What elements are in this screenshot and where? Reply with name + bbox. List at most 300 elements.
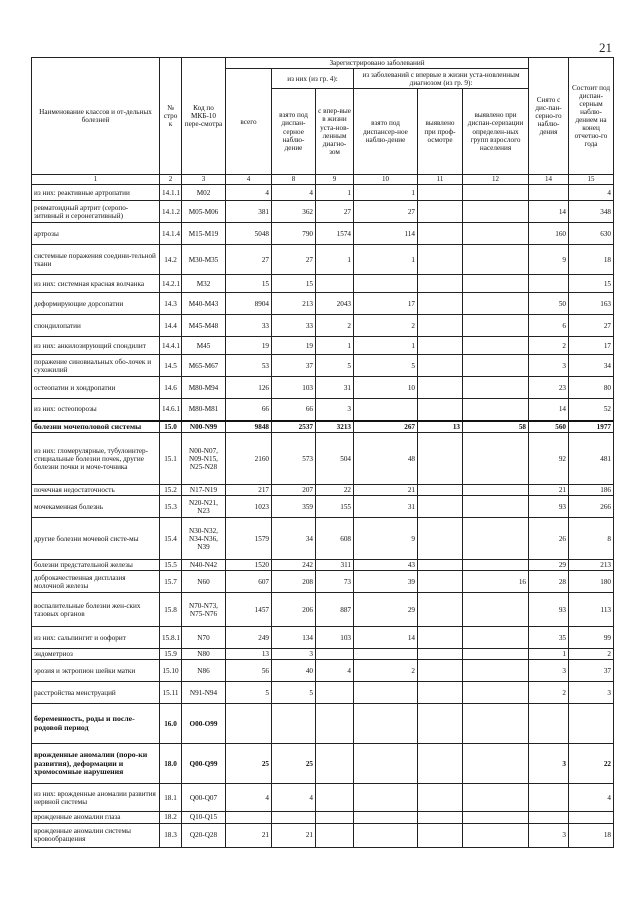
table-row <box>32 275 614 293</box>
first-life-cell <box>316 275 354 293</box>
disease-name-cell: другие болезни мочевой систе-мы <box>32 518 160 560</box>
row-number-cell: 15.5 <box>160 560 182 571</box>
header-of-them: из них (из гр. 4): <box>272 69 354 89</box>
first-disp-cell <box>354 812 418 823</box>
taken-disp-cell: 27 <box>272 245 316 275</box>
icd-code-cell: M05-M06 <box>182 201 226 223</box>
end-year-cell: 18 <box>569 245 614 275</box>
disease-name-cell: почечная недостаточность <box>32 485 160 496</box>
row-number-cell: 14.6.1 <box>160 399 182 421</box>
col-number: 2 <box>160 175 182 185</box>
end-year-cell: 27 <box>569 315 614 337</box>
icd-code-cell: N80 <box>182 649 226 660</box>
taken-disp-cell: 362 <box>272 201 316 223</box>
end-year-cell: 22 <box>569 744 614 784</box>
prof-exam-cell <box>418 823 463 847</box>
row-number-cell: 16.0 <box>160 704 182 744</box>
disp-adult-cell: 16 <box>463 571 529 593</box>
total-cell: 66 <box>226 399 272 421</box>
icd-code-cell: N91-N94 <box>182 682 226 704</box>
first-life-cell: 155 <box>316 496 354 518</box>
table-row <box>32 627 614 649</box>
disp-adult-cell <box>463 201 529 223</box>
table-row <box>32 201 614 223</box>
first-life-cell: 1 <box>316 337 354 355</box>
total-cell: 1023 <box>226 496 272 518</box>
header-taken-disp: взято под диспан-серное наблю-дение <box>272 89 316 175</box>
table-row <box>32 571 614 593</box>
prof-exam-cell <box>418 649 463 660</box>
taken-disp-cell <box>272 704 316 744</box>
first-disp-cell: 43 <box>354 560 418 571</box>
removed-cell <box>529 275 569 293</box>
first-life-cell <box>316 812 354 823</box>
disease-name-cell: эрозия и эктропион шейки матки <box>32 660 160 682</box>
disp-adult-cell <box>463 315 529 337</box>
disease-name-cell: врожденные аномалии глаза <box>32 812 160 823</box>
taken-disp-cell <box>272 812 316 823</box>
disp-adult-cell <box>463 682 529 704</box>
first-life-cell: 73 <box>316 571 354 593</box>
taken-disp-cell: 207 <box>272 485 316 496</box>
removed-cell: 23 <box>529 377 569 399</box>
disp-adult-cell <box>463 823 529 847</box>
header-total: всего <box>226 69 272 175</box>
first-life-cell: 2043 <box>316 293 354 315</box>
taken-disp-cell: 573 <box>272 433 316 485</box>
first-disp-cell: 10 <box>354 377 418 399</box>
taken-disp-cell: 3 <box>272 649 316 660</box>
total-cell: 25 <box>226 744 272 784</box>
row-number-cell: 18.3 <box>160 823 182 847</box>
prof-exam-cell <box>418 744 463 784</box>
total-cell <box>226 704 272 744</box>
table-row <box>32 682 614 704</box>
disease-name-cell: из них: анкилозирующий спондилит <box>32 337 160 355</box>
row-number-cell: 15.3 <box>160 496 182 518</box>
first-disp-cell: 21 <box>354 485 418 496</box>
table-row <box>32 337 614 355</box>
icd-code-cell: M45-M48 <box>182 315 226 337</box>
first-disp-cell: 48 <box>354 433 418 485</box>
end-year-cell: 186 <box>569 485 614 496</box>
disease-name-cell: системные поражения соедини-тельной ткани <box>32 245 160 275</box>
icd-code-cell: M80-M81 <box>182 399 226 421</box>
row-number-cell: 14.2 <box>160 245 182 275</box>
prof-exam-cell <box>418 185 463 201</box>
taken-disp-cell: 33 <box>272 315 316 337</box>
disp-adult-cell <box>463 185 529 201</box>
taken-disp-cell: 359 <box>272 496 316 518</box>
table-row <box>32 355 614 377</box>
taken-disp-cell: 208 <box>272 571 316 593</box>
table-row <box>32 421 614 433</box>
taken-disp-cell: 134 <box>272 627 316 649</box>
prof-exam-cell: 13 <box>418 421 463 433</box>
disease-name-cell: врожденные аномалии системы кровообращения <box>32 823 160 847</box>
disease-name-cell: врожденные аномалии (поро-ки развития), деформации и хромосомные нарушения <box>32 744 160 784</box>
disp-adult-cell <box>463 649 529 660</box>
icd-code-cell: M30-M35 <box>182 245 226 275</box>
icd-code-cell: M15-M19 <box>182 223 226 245</box>
removed-cell: 3 <box>529 744 569 784</box>
row-number-cell: 15.8.1 <box>160 627 182 649</box>
first-life-cell: 31 <box>316 377 354 399</box>
icd-code-cell: N60 <box>182 571 226 593</box>
row-number-cell: 14.1.2 <box>160 201 182 223</box>
header-end-year: Состоит под диспан-серным наблю-дением на конец отчетно-го года <box>569 58 614 175</box>
first-disp-cell: 1 <box>354 185 418 201</box>
header-removed: Снято с дис-пан-серно-го наблю-дения <box>529 58 569 175</box>
row-number-cell: 18.0 <box>160 744 182 784</box>
morbidity-table <box>31 57 614 848</box>
end-year-cell: 113 <box>569 593 614 627</box>
end-year-cell: 4 <box>569 784 614 812</box>
total-cell <box>226 812 272 823</box>
header-row-no: № стро к <box>160 58 182 175</box>
row-number-cell: 14.4.1 <box>160 337 182 355</box>
table-row <box>32 593 614 627</box>
disp-adult-cell <box>463 593 529 627</box>
col-number: 14 <box>529 175 569 185</box>
disp-adult-cell <box>463 245 529 275</box>
first-life-cell <box>316 682 354 704</box>
row-number-cell: 14.2.1 <box>160 275 182 293</box>
removed-cell: 3 <box>529 660 569 682</box>
prof-exam-cell <box>418 593 463 627</box>
disease-name-cell: мочекаменная болезнь <box>32 496 160 518</box>
end-year-cell: 348 <box>569 201 614 223</box>
total-cell: 1520 <box>226 560 272 571</box>
row-number-cell: 14.1.1 <box>160 185 182 201</box>
removed-cell <box>529 812 569 823</box>
table-row <box>32 518 614 560</box>
removed-cell: 35 <box>529 627 569 649</box>
first-disp-cell: 1 <box>354 337 418 355</box>
icd-code-cell: Q00-Q99 <box>182 744 226 784</box>
removed-cell: 160 <box>529 223 569 245</box>
disease-name-cell: из них: остеопорозы <box>32 399 160 421</box>
taken-disp-cell: 5 <box>272 682 316 704</box>
taken-disp-cell: 37 <box>272 355 316 377</box>
removed-cell: 50 <box>529 293 569 315</box>
total-cell: 4 <box>226 185 272 201</box>
total-cell: 1457 <box>226 593 272 627</box>
disp-adult-cell <box>463 399 529 421</box>
icd-code-cell: N86 <box>182 660 226 682</box>
first-life-cell: 4 <box>316 660 354 682</box>
end-year-cell: 163 <box>569 293 614 315</box>
disp-adult-cell <box>463 223 529 245</box>
total-cell: 2160 <box>226 433 272 485</box>
table-row <box>32 784 614 812</box>
end-year-cell: 481 <box>569 433 614 485</box>
first-life-cell: 504 <box>316 433 354 485</box>
first-life-cell: 27 <box>316 201 354 223</box>
disease-name-cell: из них: гломерулярные, тубулоинтер-стициальные болезни почек, другие болезни почки и моче-точника <box>32 433 160 485</box>
disease-name-cell: эндометриоз <box>32 649 160 660</box>
row-number-cell: 18.2 <box>160 812 182 823</box>
header-taken-disp2: взято под диспансер-ное наблю-дение <box>354 89 418 175</box>
first-disp-cell: 14 <box>354 627 418 649</box>
total-cell: 21 <box>226 823 272 847</box>
disp-adult-cell <box>463 496 529 518</box>
table-row <box>32 744 614 784</box>
taken-disp-cell: 66 <box>272 399 316 421</box>
total-cell: 5048 <box>226 223 272 245</box>
disease-name-cell: артрозы <box>32 223 160 245</box>
first-disp-cell <box>354 399 418 421</box>
end-year-cell: 37 <box>569 660 614 682</box>
icd-code-cell: O00-O99 <box>182 704 226 744</box>
col-number: 9 <box>316 175 354 185</box>
row-number-cell: 15.1 <box>160 433 182 485</box>
col-number: 4 <box>226 175 272 185</box>
table-row <box>32 485 614 496</box>
end-year-cell: 99 <box>569 627 614 649</box>
icd-code-cell: N00-N07, N09-N15, N25-N28 <box>182 433 226 485</box>
table-row <box>32 823 614 847</box>
disease-name-cell: остеопатии и хондропатии <box>32 377 160 399</box>
icd-code-cell: M65-M67 <box>182 355 226 377</box>
prof-exam-cell <box>418 704 463 744</box>
taken-disp-cell: 21 <box>272 823 316 847</box>
first-life-cell <box>316 704 354 744</box>
col-number: 1 <box>32 175 160 185</box>
icd-code-cell: N70-N73, N75-N76 <box>182 593 226 627</box>
removed-cell: 2 <box>529 682 569 704</box>
end-year-cell: 180 <box>569 571 614 593</box>
row-number-cell: 15.11 <box>160 682 182 704</box>
disp-adult-cell <box>463 560 529 571</box>
disp-adult-cell <box>463 275 529 293</box>
total-cell: 217 <box>226 485 272 496</box>
removed-cell: 1 <box>529 649 569 660</box>
icd-code-cell: N40-N42 <box>182 560 226 571</box>
page-number: 21 <box>599 40 612 55</box>
end-year-cell: 213 <box>569 560 614 571</box>
disp-adult-cell <box>463 704 529 744</box>
row-number-cell: 14.5 <box>160 355 182 377</box>
table-row <box>32 245 614 275</box>
prof-exam-cell <box>418 496 463 518</box>
total-cell: 5 <box>226 682 272 704</box>
prof-exam-cell <box>418 399 463 421</box>
table-row <box>32 185 614 201</box>
header-first-sub: из заболеваний с впервые в жизни уста-новленным диагнозом (из гр. 9): <box>354 69 529 89</box>
end-year-cell: 80 <box>569 377 614 399</box>
first-life-cell: 608 <box>316 518 354 560</box>
end-year-cell: 3 <box>569 682 614 704</box>
taken-disp-cell: 213 <box>272 293 316 315</box>
disp-adult-cell <box>463 784 529 812</box>
disease-name-cell: болезни мочеполовой системы <box>32 421 160 433</box>
first-disp-cell: 5 <box>354 355 418 377</box>
table-row <box>32 496 614 518</box>
col-number: 3 <box>182 175 226 185</box>
first-disp-cell <box>354 823 418 847</box>
icd-code-cell: N20-N21, N23 <box>182 496 226 518</box>
taken-disp-cell: 4 <box>272 784 316 812</box>
prof-exam-cell <box>418 660 463 682</box>
disp-adult-cell <box>463 377 529 399</box>
row-number-cell: 15.10 <box>160 660 182 682</box>
end-year-cell: 34 <box>569 355 614 377</box>
table-row <box>32 812 614 823</box>
icd-code-cell: M40-M43 <box>182 293 226 315</box>
prof-exam-cell <box>418 485 463 496</box>
icd-code-cell: Q20-Q28 <box>182 823 226 847</box>
table-row <box>32 377 614 399</box>
total-cell: 8904 <box>226 293 272 315</box>
column-numbers-row <box>32 175 614 185</box>
disease-name-cell: деформирующие дорсопатии <box>32 293 160 315</box>
first-disp-cell: 1 <box>354 245 418 275</box>
first-disp-cell <box>354 275 418 293</box>
first-disp-cell: 2 <box>354 660 418 682</box>
header-icd: Код по МКБ-10 пере-смотра <box>182 58 226 175</box>
prof-exam-cell <box>418 433 463 485</box>
total-cell: 27 <box>226 245 272 275</box>
table-row <box>32 704 614 744</box>
removed-cell: 93 <box>529 496 569 518</box>
first-life-cell <box>316 744 354 784</box>
removed-cell: 560 <box>529 421 569 433</box>
icd-code-cell: N70 <box>182 627 226 649</box>
prof-exam-cell <box>418 245 463 275</box>
removed-cell: 28 <box>529 571 569 593</box>
icd-code-cell: M02 <box>182 185 226 201</box>
row-number-cell: 15.8 <box>160 593 182 627</box>
row-number-cell: 14.4 <box>160 315 182 337</box>
removed-cell <box>529 704 569 744</box>
removed-cell: 92 <box>529 433 569 485</box>
disp-adult-cell <box>463 355 529 377</box>
prof-exam-cell <box>418 560 463 571</box>
first-disp-cell <box>354 784 418 812</box>
end-year-cell <box>569 704 614 744</box>
removed-cell: 9 <box>529 245 569 275</box>
taken-disp-cell: 206 <box>272 593 316 627</box>
first-disp-cell: 267 <box>354 421 418 433</box>
taken-disp-cell: 242 <box>272 560 316 571</box>
table-row <box>32 399 614 421</box>
table-row <box>32 660 614 682</box>
taken-disp-cell: 40 <box>272 660 316 682</box>
disease-name-cell: беременность, роды и после-родовой период <box>32 704 160 744</box>
first-life-cell <box>316 649 354 660</box>
disp-adult-cell <box>463 627 529 649</box>
disp-adult-cell: 58 <box>463 421 529 433</box>
removed-cell: 14 <box>529 201 569 223</box>
removed-cell: 3 <box>529 823 569 847</box>
first-life-cell: 103 <box>316 627 354 649</box>
removed-cell: 6 <box>529 315 569 337</box>
end-year-cell <box>569 812 614 823</box>
total-cell: 249 <box>226 627 272 649</box>
col-number: 15 <box>569 175 614 185</box>
first-disp-cell: 2 <box>354 315 418 337</box>
icd-code-cell: Q00-Q07 <box>182 784 226 812</box>
icd-code-cell: M32 <box>182 275 226 293</box>
first-life-cell: 3213 <box>316 421 354 433</box>
first-disp-cell <box>354 744 418 784</box>
first-disp-cell: 114 <box>354 223 418 245</box>
total-cell: 15 <box>226 275 272 293</box>
icd-code-cell: N00-N99 <box>182 421 226 433</box>
prof-exam-cell <box>418 784 463 812</box>
first-disp-cell <box>354 682 418 704</box>
total-cell: 4 <box>226 784 272 812</box>
first-life-cell: 5 <box>316 355 354 377</box>
first-disp-cell: 27 <box>354 201 418 223</box>
end-year-cell: 15 <box>569 275 614 293</box>
disp-adult-cell <box>463 485 529 496</box>
removed-cell <box>529 185 569 201</box>
end-year-cell: 8 <box>569 518 614 560</box>
first-life-cell: 887 <box>316 593 354 627</box>
table-header <box>32 58 614 185</box>
removed-cell: 93 <box>529 593 569 627</box>
taken-disp-cell: 19 <box>272 337 316 355</box>
first-life-cell: 22 <box>316 485 354 496</box>
end-year-cell: 52 <box>569 399 614 421</box>
taken-disp-cell: 103 <box>272 377 316 399</box>
end-year-cell: 4 <box>569 185 614 201</box>
disease-name-cell: доброкачественная дисплазия молочной железы <box>32 571 160 593</box>
prof-exam-cell <box>418 337 463 355</box>
first-life-cell: 1 <box>316 185 354 201</box>
first-life-cell: 2 <box>316 315 354 337</box>
prof-exam-cell <box>418 293 463 315</box>
removed-cell: 26 <box>529 518 569 560</box>
disp-adult-cell <box>463 337 529 355</box>
disease-name-cell: из них: сальпингит и оофорит <box>32 627 160 649</box>
row-number-cell: 15.0 <box>160 421 182 433</box>
removed-cell: 29 <box>529 560 569 571</box>
disease-name-cell: расстройства менструаций <box>32 682 160 704</box>
disease-name-cell: из них: врожденные аномалии развития нервной системы <box>32 784 160 812</box>
first-life-cell: 311 <box>316 560 354 571</box>
col-number: 12 <box>463 175 529 185</box>
removed-cell <box>529 784 569 812</box>
header-registered: Зарегистрировано заболеваний <box>226 58 529 69</box>
disease-name-cell: воспалительные болезни жен-ских тазовых органов <box>32 593 160 627</box>
prof-exam-cell <box>418 812 463 823</box>
row-number-cell: 18.1 <box>160 784 182 812</box>
taken-disp-cell: 25 <box>272 744 316 784</box>
prof-exam-cell <box>418 518 463 560</box>
first-life-cell <box>316 823 354 847</box>
taken-disp-cell: 2537 <box>272 421 316 433</box>
total-cell: 53 <box>226 355 272 377</box>
removed-cell: 14 <box>529 399 569 421</box>
taken-disp-cell: 34 <box>272 518 316 560</box>
disease-name-cell: болезни предстательной железы <box>32 560 160 571</box>
disease-name-cell: из них: реактивные артропатии <box>32 185 160 201</box>
disp-adult-cell <box>463 433 529 485</box>
total-cell: 56 <box>226 660 272 682</box>
icd-code-cell: N30-N32, N34-N36, N39 <box>182 518 226 560</box>
prof-exam-cell <box>418 275 463 293</box>
icd-code-cell: M45 <box>182 337 226 355</box>
row-number-cell: 14.3 <box>160 293 182 315</box>
first-disp-cell: 39 <box>354 571 418 593</box>
prof-exam-cell <box>418 627 463 649</box>
first-life-cell <box>316 784 354 812</box>
disp-adult-cell <box>463 812 529 823</box>
total-cell: 19 <box>226 337 272 355</box>
